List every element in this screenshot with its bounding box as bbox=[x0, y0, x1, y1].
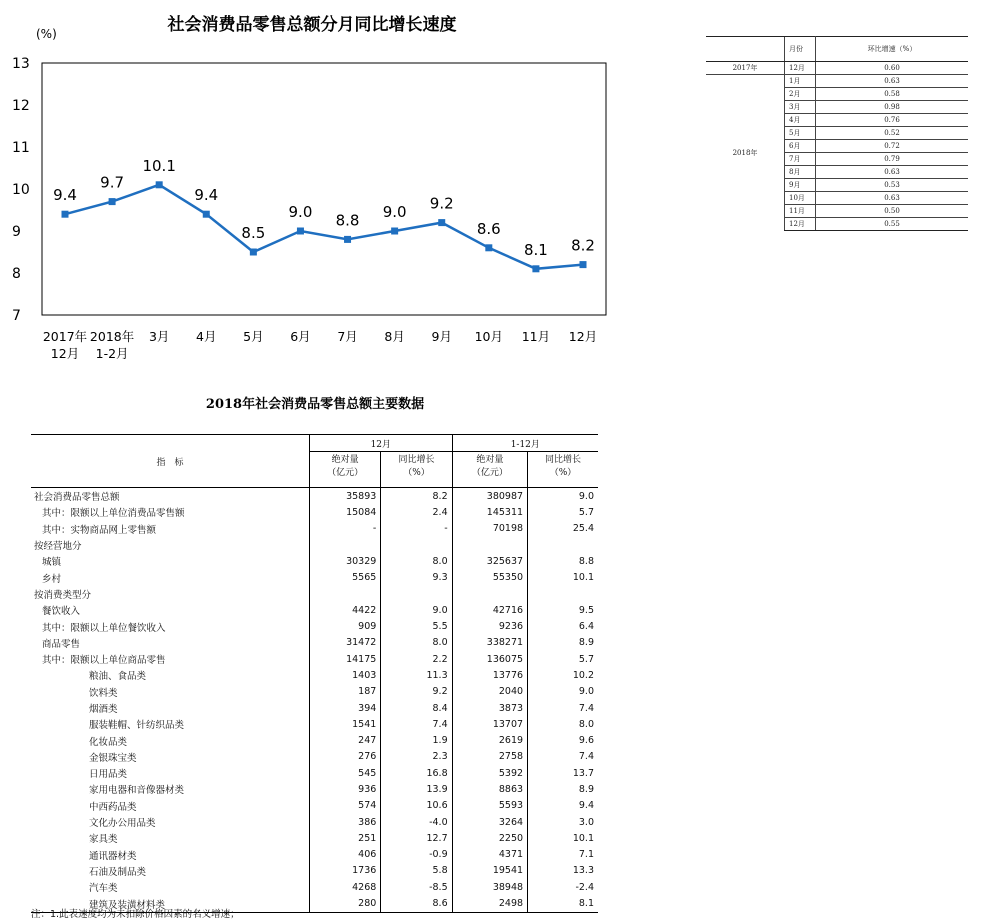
cell-dec-abs: 14175 bbox=[310, 651, 381, 667]
cell-dec-growth bbox=[381, 586, 452, 602]
cell-dec-growth: 12.7 bbox=[381, 830, 452, 846]
row-indicator-name: 粮油、食品类 bbox=[89, 671, 147, 683]
mom-value-cell: 0.60 bbox=[816, 62, 969, 75]
cell-dec-growth: 8.0 bbox=[381, 553, 452, 569]
data-label: 9.2 bbox=[429, 194, 454, 213]
data-point bbox=[62, 211, 69, 218]
cell-dec-growth: 11.3 bbox=[381, 667, 452, 683]
cell-dec-abs bbox=[310, 537, 381, 553]
mom-header-month: 月份 bbox=[785, 37, 816, 62]
data-point bbox=[580, 261, 587, 268]
series-data-labels bbox=[53, 157, 595, 259]
cell-ytd-growth: 13.3 bbox=[528, 863, 598, 879]
mom-value-cell: 0.63 bbox=[816, 75, 969, 88]
cell-ytd-abs: 3264 bbox=[452, 814, 527, 830]
data-point bbox=[391, 228, 398, 235]
x-tick-label: 5月 bbox=[243, 329, 264, 344]
table-row bbox=[31, 586, 598, 602]
row-indicator-name: 汽车类 bbox=[89, 883, 118, 895]
cell-dec-growth: 9.0 bbox=[381, 602, 452, 618]
cell-ytd-abs: 9236 bbox=[452, 618, 527, 634]
cell-ytd-growth: 10.1 bbox=[528, 830, 598, 846]
y-tick-label: 12 bbox=[12, 98, 30, 114]
cell-dec-growth: 7.4 bbox=[381, 716, 452, 732]
main-table-title: 2018年社会消费品零售总额主要数据 bbox=[205, 397, 425, 412]
cell-ytd-growth: 7.4 bbox=[528, 700, 598, 716]
cell-ytd-abs bbox=[452, 586, 527, 602]
data-label: 8.8 bbox=[335, 211, 360, 230]
x-tick-label: 11月 bbox=[521, 329, 551, 344]
cell-dec-growth: - bbox=[381, 521, 452, 537]
cell-dec-abs: 909 bbox=[310, 618, 381, 634]
y-tick-label: 11 bbox=[12, 140, 30, 156]
table-row bbox=[31, 602, 598, 618]
row-indicator-name: 按消费类型分 bbox=[34, 589, 92, 601]
cell-dec-growth: -0.9 bbox=[381, 847, 452, 863]
cell-dec-abs: 251 bbox=[310, 830, 381, 846]
row-indicator-name: 按经营地分 bbox=[34, 541, 82, 553]
cell-ytd-abs: 3873 bbox=[452, 700, 527, 716]
mom-value-cell: 0.53 bbox=[816, 179, 969, 192]
mom-header-year bbox=[706, 37, 785, 62]
mom-value-cell: 0.55 bbox=[816, 218, 969, 231]
cell-ytd-abs: 2040 bbox=[452, 684, 527, 700]
series-line bbox=[65, 185, 583, 269]
cell-dec-abs: 30329 bbox=[310, 553, 381, 569]
table-row bbox=[31, 488, 598, 505]
plot-area-frame bbox=[42, 63, 606, 315]
cell-ytd-growth: 6.4 bbox=[528, 618, 598, 634]
mom-value-cell: 0.63 bbox=[816, 192, 969, 205]
table-row bbox=[31, 716, 598, 732]
mom-month-cell: 2月 bbox=[785, 88, 816, 101]
x-tick-label: 4月 bbox=[196, 329, 217, 344]
table-row bbox=[31, 830, 598, 846]
data-label: 8.5 bbox=[241, 224, 266, 242]
cell-ytd-abs: 2758 bbox=[452, 749, 527, 765]
cell-dec-growth: -4.0 bbox=[381, 814, 452, 830]
mom-month-cell: 5月 bbox=[785, 127, 816, 140]
cell-ytd-growth: 5.7 bbox=[528, 504, 598, 520]
cell-ytd-growth: 9.0 bbox=[528, 488, 598, 505]
cell-dec-growth: 8.0 bbox=[381, 635, 452, 651]
table-row bbox=[31, 651, 598, 667]
cell-ytd-abs: 136075 bbox=[452, 651, 527, 667]
row-indicator-name: 其中：限额以上单位商品零售 bbox=[42, 655, 166, 667]
cell-ytd-abs: 5392 bbox=[452, 765, 527, 781]
data-label: 8.6 bbox=[476, 219, 501, 238]
x-tick-label: 10月 bbox=[474, 329, 504, 344]
cell-dec-growth: 9.3 bbox=[381, 569, 452, 585]
x-tick-label: 2017年 bbox=[42, 329, 88, 344]
mom-value-cell: 0.98 bbox=[816, 101, 969, 114]
x-tick-label: 8月 bbox=[384, 329, 405, 344]
cell-ytd-abs: 55350 bbox=[452, 569, 527, 585]
cell-dec-growth: 2.2 bbox=[381, 651, 452, 667]
table-row bbox=[31, 521, 598, 537]
cell-dec-abs: - bbox=[310, 521, 381, 537]
cell-dec-abs: 1541 bbox=[310, 716, 381, 732]
row-indicator-name: 其中：限额以上单位消费品零售额 bbox=[42, 508, 185, 520]
cell-dec-abs: 31472 bbox=[310, 635, 381, 651]
cell-dec-abs bbox=[310, 586, 381, 602]
cell-ytd-growth: 8.0 bbox=[528, 716, 598, 732]
cell-ytd-growth: 10.1 bbox=[528, 569, 598, 585]
table-row bbox=[31, 553, 598, 569]
header-dec-abs: 绝对量 （亿元） bbox=[310, 452, 381, 488]
cell-ytd-growth: 7.4 bbox=[528, 749, 598, 765]
cell-ytd-growth: 9.6 bbox=[528, 732, 598, 748]
cell-dec-growth: 9.2 bbox=[381, 684, 452, 700]
mom-value-cell: 0.79 bbox=[816, 153, 969, 166]
data-point bbox=[438, 219, 445, 226]
table-row bbox=[31, 749, 598, 765]
cell-dec-growth: 16.8 bbox=[381, 765, 452, 781]
mom-month-cell: 6月 bbox=[785, 140, 816, 153]
table-footnote: 注：1.此表速度均为未扣除价格因素的名义增速； bbox=[31, 909, 240, 920]
cell-ytd-abs: 19541 bbox=[452, 863, 527, 879]
data-label: 8.2 bbox=[571, 236, 595, 255]
cell-ytd-abs: 338271 bbox=[452, 635, 527, 651]
row-indicator-name: 餐饮收入 bbox=[42, 606, 81, 618]
cell-dec-abs: 386 bbox=[310, 814, 381, 830]
table-row bbox=[31, 684, 598, 700]
mom-row bbox=[706, 75, 968, 88]
mom-value-cell: 0.58 bbox=[816, 88, 969, 101]
cell-ytd-abs: 42716 bbox=[452, 602, 527, 618]
cell-ytd-growth: 5.7 bbox=[528, 651, 598, 667]
y-tick-label: 9 bbox=[12, 224, 21, 240]
x-tick-label-line2: 1-2月 bbox=[95, 346, 129, 361]
mom-month-cell: 4月 bbox=[785, 114, 816, 127]
row-indicator-name: 家具类 bbox=[89, 834, 118, 846]
table-row bbox=[31, 765, 598, 781]
header-ytd-growth: 同比增长 （%） bbox=[528, 452, 598, 488]
cell-dec-growth: 10.6 bbox=[381, 798, 452, 814]
row-indicator-name: 社会消费品零售总额 bbox=[34, 492, 120, 504]
cell-dec-abs: 936 bbox=[310, 781, 381, 797]
row-indicator-name: 其中：限额以上单位餐饮收入 bbox=[42, 622, 166, 634]
chart-title: 社会消费品零售总额分月同比增长速度 bbox=[167, 15, 457, 35]
cell-dec-growth bbox=[381, 537, 452, 553]
cell-ytd-growth bbox=[528, 586, 598, 602]
y-tick-label: 7 bbox=[12, 308, 21, 324]
cell-ytd-growth: 13.7 bbox=[528, 765, 598, 781]
cell-ytd-growth bbox=[528, 537, 598, 553]
mom-month-cell: 7月 bbox=[785, 153, 816, 166]
cell-ytd-growth: -2.4 bbox=[528, 879, 598, 895]
row-indicator-name: 金银珠宝类 bbox=[89, 752, 137, 764]
cell-ytd-growth: 7.1 bbox=[528, 847, 598, 863]
data-label: 9.4 bbox=[53, 186, 77, 205]
mom-month-cell: 8月 bbox=[785, 166, 816, 179]
data-label: 9.0 bbox=[288, 203, 313, 221]
data-point bbox=[532, 265, 539, 272]
table-row bbox=[31, 537, 598, 553]
x-tick-label: 7月 bbox=[337, 329, 358, 344]
cell-dec-growth: 5.5 bbox=[381, 618, 452, 634]
cell-ytd-growth: 8.8 bbox=[528, 553, 598, 569]
mom-row bbox=[706, 62, 968, 75]
cell-ytd-abs: 2498 bbox=[452, 895, 527, 912]
mom-growth-table bbox=[706, 36, 968, 231]
cell-dec-growth: 13.9 bbox=[381, 781, 452, 797]
header-ytd-abs: 绝对量 （亿元） bbox=[452, 452, 527, 488]
cell-ytd-growth: 9.5 bbox=[528, 602, 598, 618]
data-point bbox=[203, 211, 210, 218]
cell-dec-abs: 406 bbox=[310, 847, 381, 863]
cell-ytd-abs: 2619 bbox=[452, 732, 527, 748]
cell-dec-growth: 8.2 bbox=[381, 488, 452, 505]
row-indicator-name: 石油及制品类 bbox=[89, 866, 147, 878]
cell-dec-growth: 8.6 bbox=[381, 895, 452, 912]
mom-header-value: 环比增速（%） bbox=[816, 37, 969, 62]
row-indicator-name: 饮料类 bbox=[89, 687, 118, 699]
retail-data-table bbox=[31, 434, 598, 913]
data-label: 10.1 bbox=[142, 156, 176, 175]
cell-dec-abs: 15084 bbox=[310, 504, 381, 520]
cell-ytd-abs: 70198 bbox=[452, 521, 527, 537]
x-axis bbox=[43, 329, 597, 361]
data-point bbox=[344, 236, 351, 243]
table-row bbox=[31, 635, 598, 651]
row-indicator-name: 其中：实物商品网上零售额 bbox=[42, 524, 157, 536]
y-tick-label: 10 bbox=[12, 182, 30, 198]
cell-ytd-abs: 13707 bbox=[452, 716, 527, 732]
cell-dec-abs: 545 bbox=[310, 765, 381, 781]
table-row bbox=[31, 569, 598, 585]
mom-month-cell: 10月 bbox=[785, 192, 816, 205]
cell-dec-abs: 1403 bbox=[310, 667, 381, 683]
y-tick-label: 13 bbox=[12, 56, 30, 72]
header-group-ytd: 1-12月 bbox=[452, 435, 598, 452]
cell-dec-abs: 247 bbox=[310, 732, 381, 748]
cell-dec-abs: 1736 bbox=[310, 863, 381, 879]
mom-value-cell: 0.52 bbox=[816, 127, 969, 140]
row-indicator-name: 建筑及装潢材料类 bbox=[31, 895, 310, 912]
mom-value-cell: 0.72 bbox=[816, 140, 969, 153]
row-indicator-name: 通讯器材类 bbox=[89, 850, 137, 862]
cell-ytd-abs: 38948 bbox=[452, 879, 527, 895]
row-indicator-name: 日用品类 bbox=[89, 769, 128, 781]
y-axis bbox=[12, 56, 30, 324]
y-tick-label: 8 bbox=[12, 266, 21, 282]
data-point bbox=[156, 181, 163, 188]
table-row bbox=[31, 732, 598, 748]
table-row bbox=[31, 504, 598, 520]
row-indicator-name: 服装鞋帽、针纺织品类 bbox=[89, 720, 185, 732]
row-indicator-name: 城镇 bbox=[42, 557, 62, 569]
row-indicator-name: 烟酒类 bbox=[89, 704, 118, 715]
data-label: 8.1 bbox=[523, 240, 548, 259]
data-point bbox=[297, 228, 304, 235]
x-tick-label: 9月 bbox=[431, 329, 452, 344]
cell-dec-growth: -8.5 bbox=[381, 879, 452, 895]
cell-ytd-growth: 10.2 bbox=[528, 667, 598, 683]
cell-ytd-growth: 8.9 bbox=[528, 635, 598, 651]
cell-ytd-abs: 4371 bbox=[452, 847, 527, 863]
mom-month-cell: 11月 bbox=[785, 205, 816, 218]
mom-year-cell: 2018年 bbox=[732, 148, 758, 157]
mom-month-cell: 1月 bbox=[785, 75, 816, 88]
table-row bbox=[31, 618, 598, 634]
x-tick-label: 12月 bbox=[568, 329, 598, 344]
cell-ytd-growth: 3.0 bbox=[528, 814, 598, 830]
mom-year-cell: 2017年 bbox=[706, 62, 785, 75]
cell-dec-abs: 394 bbox=[310, 700, 381, 716]
row-indicator-name: 中西药品类 bbox=[89, 801, 137, 813]
x-tick-label: 3月 bbox=[148, 329, 170, 344]
mom-value-cell: 0.50 bbox=[816, 205, 969, 218]
cell-ytd-growth: 9.0 bbox=[528, 684, 598, 700]
x-tick-label: 2018年 bbox=[89, 329, 135, 344]
table-row bbox=[31, 814, 598, 830]
x-tick-label-line2: 12月 bbox=[50, 346, 80, 361]
cell-dec-abs: 4422 bbox=[310, 602, 381, 618]
data-point bbox=[485, 244, 492, 251]
cell-ytd-growth: 8.9 bbox=[528, 781, 598, 797]
mom-month-cell: 3月 bbox=[785, 101, 816, 114]
series-markers bbox=[62, 181, 587, 272]
row-indicator-name: 家用电器和音像器材类 bbox=[89, 785, 185, 797]
mom-month-cell: 12月 bbox=[785, 62, 816, 75]
cell-ytd-abs: 2250 bbox=[452, 830, 527, 846]
table-row bbox=[31, 700, 598, 716]
row-indicator-name: 文化办公用品类 bbox=[89, 818, 156, 830]
cell-ytd-growth: 9.4 bbox=[528, 798, 598, 814]
data-label: 9.4 bbox=[194, 186, 219, 205]
header-dec-growth: 同比增长 （%） bbox=[381, 452, 452, 488]
cell-dec-abs: 280 bbox=[310, 895, 381, 912]
cell-dec-abs: 35893 bbox=[310, 488, 381, 505]
cell-ytd-abs: 145311 bbox=[452, 504, 527, 520]
table-row bbox=[31, 863, 598, 879]
header-indicator: 指 标 bbox=[31, 435, 310, 488]
cell-ytd-abs: 380987 bbox=[452, 488, 527, 505]
cell-ytd-abs: 325637 bbox=[452, 553, 527, 569]
cell-dec-growth: 2.3 bbox=[381, 749, 452, 765]
table-row bbox=[31, 667, 598, 683]
cell-ytd-growth: 8.1 bbox=[528, 895, 598, 912]
table-row bbox=[31, 798, 598, 814]
row-indicator-name: 乡村 bbox=[42, 573, 62, 585]
cell-ytd-abs: 8863 bbox=[452, 781, 527, 797]
cell-dec-abs: 4268 bbox=[310, 879, 381, 895]
data-point bbox=[109, 198, 116, 205]
row-indicator-name: 化妆品类 bbox=[89, 736, 128, 748]
data-label: 9.0 bbox=[382, 203, 407, 221]
y-axis-unit-label: (%) bbox=[36, 27, 57, 41]
cell-ytd-abs: 5593 bbox=[452, 798, 527, 814]
cell-dec-growth: 1.9 bbox=[381, 732, 452, 748]
cell-ytd-abs bbox=[452, 537, 527, 553]
growth-line-chart bbox=[0, 0, 640, 380]
cell-dec-growth: 2.4 bbox=[381, 504, 452, 520]
data-label: 9.7 bbox=[100, 173, 125, 192]
mom-month-cell: 9月 bbox=[785, 179, 816, 192]
cell-dec-abs: 276 bbox=[310, 749, 381, 765]
table-row bbox=[31, 781, 598, 797]
cell-dec-abs: 187 bbox=[310, 684, 381, 700]
cell-dec-abs: 5565 bbox=[310, 569, 381, 585]
header-group-december: 12月 bbox=[310, 435, 453, 452]
table-row bbox=[31, 847, 598, 863]
x-tick-label: 6月 bbox=[290, 329, 311, 344]
cell-ytd-abs: 13776 bbox=[452, 667, 527, 683]
cell-dec-abs: 574 bbox=[310, 798, 381, 814]
cell-ytd-growth: 25.4 bbox=[528, 521, 598, 537]
cell-dec-growth: 8.4 bbox=[381, 700, 452, 716]
row-indicator-name: 商品零售 bbox=[42, 638, 81, 650]
mom-month-cell: 12月 bbox=[785, 218, 816, 231]
mom-value-cell: 0.76 bbox=[816, 114, 969, 127]
mom-value-cell: 0.63 bbox=[816, 166, 969, 179]
data-point bbox=[250, 249, 257, 256]
cell-dec-growth: 5.8 bbox=[381, 863, 452, 879]
table-row bbox=[31, 879, 598, 895]
